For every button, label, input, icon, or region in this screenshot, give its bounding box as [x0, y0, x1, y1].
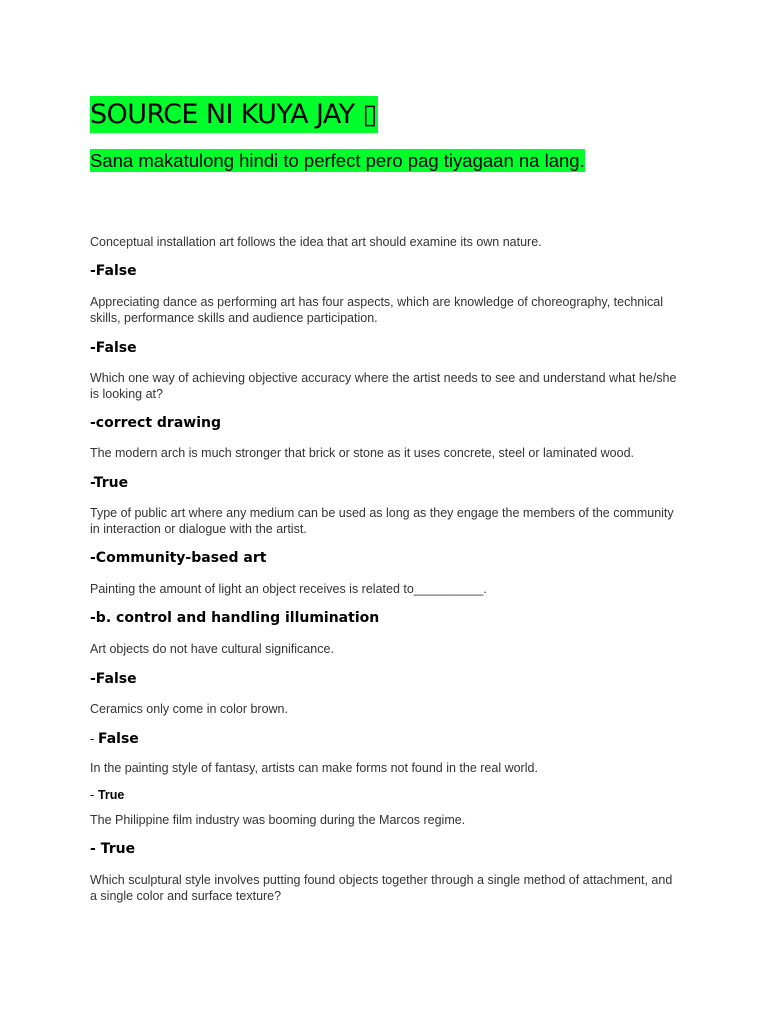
document-subtitle: Sana makatulong hindi to perfect pero pag tiyagaan na lang. [90, 150, 585, 171]
answer-8-prefix: - [90, 731, 98, 746]
question-1: Conceptual installation art follows the idea that art should examine its own nature. [90, 235, 542, 249]
question-7: Art objects do not have cultural significance. [90, 642, 334, 656]
answer-5: -Community-based art [90, 550, 267, 566]
answer-6: -b. control and handling illumination [90, 610, 380, 626]
question-5: Type of public art where any medium can be used as long as they engage the members of the community in interaction or dialogue with the artist. [90, 506, 674, 536]
answer-1: -False [90, 263, 137, 279]
answer-8-text: False [97, 731, 139, 747]
question-6: Painting the amount of light an object receives is related to__________. [90, 582, 487, 596]
answer-4: -True [90, 475, 129, 491]
question-8: Ceramics only come in color brown. [90, 702, 288, 716]
question-3: Which one way of achieving objective accuracy where the artist needs to see and understand what he/she is looking at? [90, 371, 677, 401]
answer-7: -False [90, 671, 137, 687]
question-11: Which sculptural style involves putting found objects together through a single method of attachment, and a single color and surface texture? [90, 873, 673, 903]
question-4: The modern arch is much stronger that brick or stone as it uses concrete, steel or laminated wood. [90, 446, 635, 460]
answer-2: -False [90, 340, 137, 356]
question-9: In the painting style of fantasy, artists can make forms not found in the real world. [90, 761, 538, 775]
answer-9 [90, 786, 124, 804]
question-10: The Philippine film industry was booming during the Marcos regime. [90, 813, 466, 827]
answer-8 [90, 730, 139, 748]
answer-9-text: True [97, 788, 125, 802]
question-2: Appreciating dance as performing art has four aspects, which are knowledge of choreography, technical skills, performance skills and audience participation. [90, 295, 664, 325]
answer-9-prefix: - [90, 787, 98, 802]
answer-10: - True [90, 841, 136, 857]
answer-3: -correct drawing [90, 415, 221, 431]
document-title: SOURCE NI KUYA JAY ▯ [90, 96, 378, 133]
